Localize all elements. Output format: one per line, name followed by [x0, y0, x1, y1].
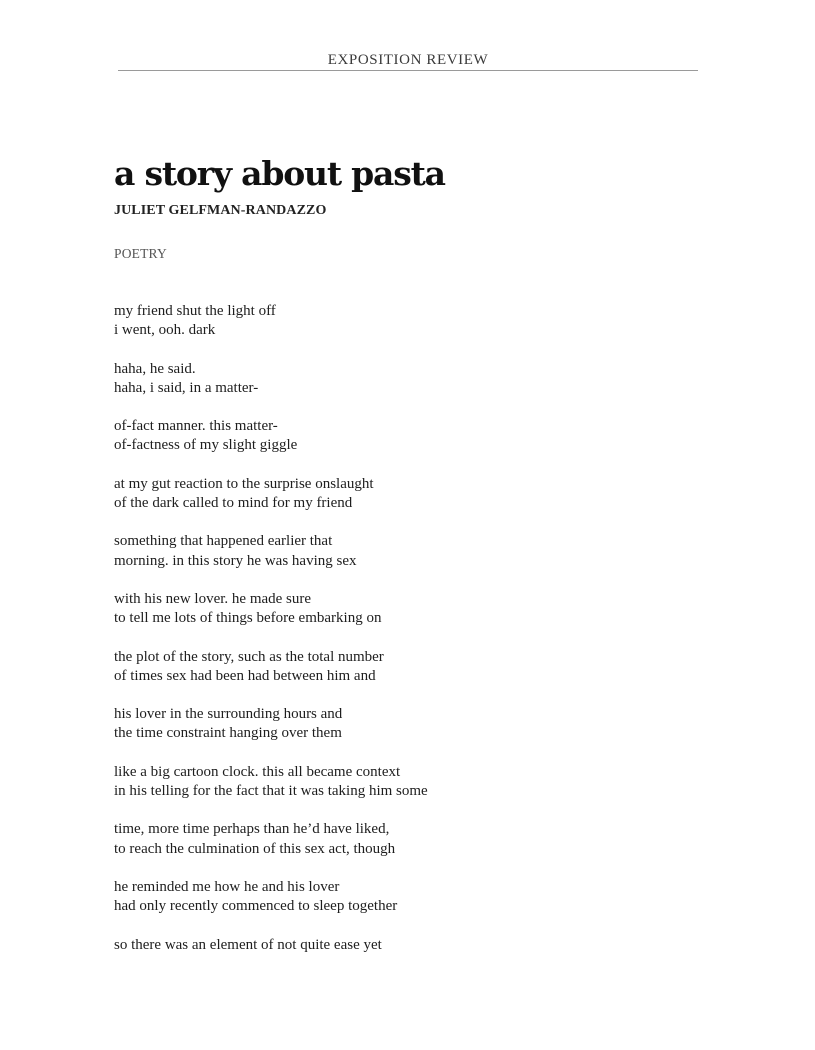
poem-stanza: [114, 763, 674, 802]
poem-line: had only recently commenced to sleep together: [114, 898, 398, 915]
poem-line: haha, he said.: [114, 360, 196, 377]
poem-line: haha, i said, in a matter-: [114, 379, 259, 396]
poem-stanza: [114, 302, 674, 341]
poem-stanza: [114, 417, 674, 456]
poem-line: to tell me lots of things before embarking on: [114, 610, 382, 627]
poem-body: [114, 302, 674, 974]
poem-line: like a big cartoon clock. this all became context: [114, 763, 401, 780]
poem-line: to reach the culmination of this sex act, though: [114, 840, 396, 857]
poem-line: so there was an element of not quite ease yet: [114, 936, 382, 953]
poem-line: with his new lover. he made sure: [114, 590, 312, 607]
poem-line: my friend shut the light off: [114, 303, 276, 319]
poem-stanza: [114, 820, 674, 859]
poem-line: i went, ooh. dark: [114, 322, 216, 339]
poem-line: morning. in this story he was having sex: [114, 552, 357, 569]
site-logo-link[interactable]: EXPOSITION REVIEW: [327, 52, 489, 68]
poem-line: something that happened earlier that: [114, 533, 333, 550]
category-link[interactable]: POETRY: [114, 246, 167, 261]
poem-line: he reminded me how he and his lover: [114, 878, 340, 895]
author-link[interactable]: JULIET GELFMAN-RANDAZZO: [114, 203, 327, 218]
poem-stanza: [114, 936, 674, 955]
article-title: a story about pasta: [114, 154, 445, 193]
poem-stanza: [114, 878, 674, 917]
poem-stanza: [114, 475, 674, 514]
poem-stanza: [114, 648, 674, 687]
poem-line: time, more time perhaps than he’d have liked,: [114, 821, 390, 838]
poem-line: in his telling for the fact that it was taking him some: [114, 783, 428, 800]
poem-line: his lover in the surrounding hours and: [114, 706, 343, 723]
poem-stanza: [114, 532, 674, 571]
poem-line: the plot of the story, such as the total number: [114, 648, 384, 665]
poem-stanza: [114, 590, 674, 629]
poem-line: the time constraint hanging over them: [114, 725, 342, 742]
poem-line: of-fact manner. this matter-: [114, 418, 278, 435]
poem-line: of the dark called to mind for my friend: [114, 495, 353, 512]
site-header: [118, 49, 698, 71]
poem-stanza: [114, 360, 674, 399]
poem-line: at my gut reaction to the surprise onslaught: [114, 475, 374, 492]
poem-stanza: [114, 705, 674, 744]
poem-line: of-factness of my slight giggle: [114, 437, 298, 454]
poem-line: of times sex had been had between him and: [114, 667, 376, 684]
